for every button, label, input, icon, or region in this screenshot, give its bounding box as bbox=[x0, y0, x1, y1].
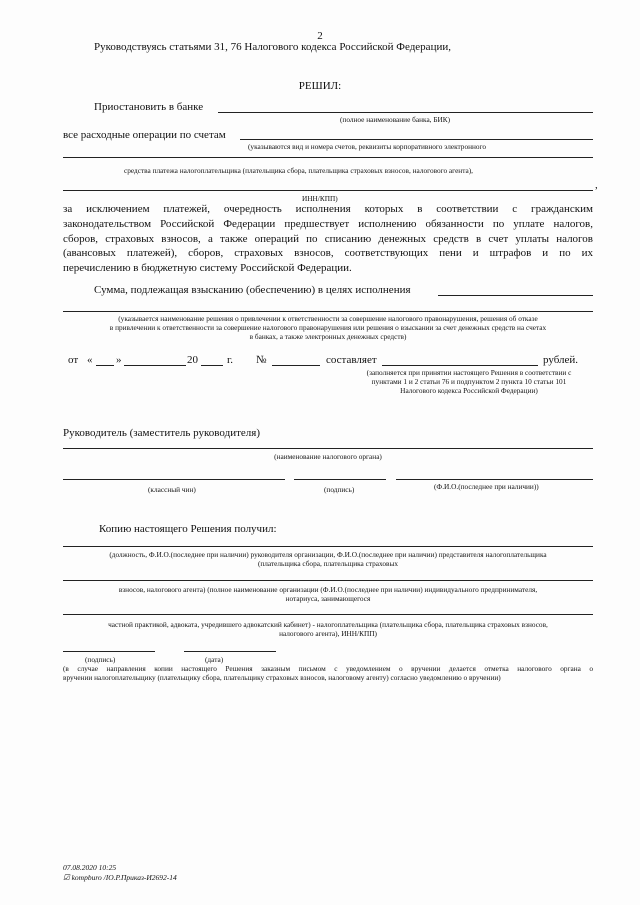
open-quote: « bbox=[87, 354, 93, 366]
inn-kpp-hint: ИНН/КПП) bbox=[302, 194, 338, 203]
accounts-hint-2: средства платежа налогоплательщика (плательщика сбора, плательщика страховых взносов, налогового агента), bbox=[124, 166, 473, 175]
page-number: 2 bbox=[317, 30, 323, 42]
receiver-hint-1: (должность, Ф.И.О.(последнее при наличии) руководителя организации, Ф.И.О.(последнее при наличии) представителя налогоплательщика bbox=[109, 550, 547, 559]
signature-field-line[interactable] bbox=[294, 479, 386, 480]
receiver-field-line-2[interactable] bbox=[63, 580, 593, 581]
number-sign: № bbox=[256, 354, 267, 366]
copy-received-label: Копию настоящего Решения получил: bbox=[99, 523, 277, 535]
day-field-line[interactable] bbox=[96, 365, 114, 366]
paragraph-line-5: перечислению в бюджетную систему Российской Федерации. bbox=[63, 262, 352, 274]
receiver-field-line-3[interactable] bbox=[63, 614, 593, 615]
tax-authority-field-line[interactable] bbox=[63, 448, 593, 449]
intro-text: Руководствуясь статьями 31, 76 Налогового кодекса Российской Федерации, bbox=[94, 41, 451, 53]
decision-field-line[interactable] bbox=[63, 311, 593, 312]
all-operations-label: все расходные операции по счетам bbox=[63, 129, 226, 141]
sum-label: Сумма, подлежащая взысканию (обеспечению) в целях исполнения bbox=[94, 284, 411, 296]
class-rank-hint: (классный чин) bbox=[148, 485, 196, 494]
decision-hint-2: в привлечении к ответственности за совершение налогового правонарушения или решения о взыскании за счет денежных средств на счетах bbox=[109, 323, 547, 332]
paragraph-line-1: за исключением платежей, очередность исполнения которых в соответствии с гражданским bbox=[63, 203, 593, 215]
rubles-label: рублей. bbox=[543, 354, 579, 366]
decision-hint-1: (указывается наименование решения о привлечении к ответственности за совершение налогового правонарушения, решения об отказе bbox=[118, 314, 538, 323]
receiver-hint-3: взносов, налогового агента) (полное наименование организации (Ф.И.О.(последнее при наличии) индивидуального предпринимателя, bbox=[118, 585, 538, 594]
mail-note-2: вручении налогоплательщику (плательщику сбора, плательщику страховых взносов, налоговому агенту) согласно уведомлению о вручении) bbox=[63, 673, 501, 682]
receiver-hint-5: частной практикой, адвоката, учредившего адвокатский кабинет) - налогоплательщика (плательщика сбора, плательщика страховых взносов, bbox=[108, 620, 548, 629]
decision-hint-3: в банках, а также электронных денежных средств) bbox=[249, 332, 407, 341]
month-field-line[interactable] bbox=[124, 365, 186, 366]
mail-note-1: (в случае направления копии настоящего Решения заказным письмом с уведомлением о вручении делается отметка налогового органа о bbox=[63, 664, 593, 673]
paragraph-line-2: законодательством Российской Федерации предшествует исполнению обязанности по уплате налогов, bbox=[63, 218, 593, 230]
number-field-line[interactable] bbox=[272, 365, 320, 366]
receiver-field-line-1[interactable] bbox=[63, 546, 593, 547]
fill-hint-3: Налогового кодекса Российской Федерации) bbox=[400, 386, 538, 395]
accounts-hint-1: (указываются вид и номера счетов, реквизиты корпоративного электронного bbox=[248, 142, 487, 151]
comma: , bbox=[595, 179, 598, 191]
receiver-date-line[interactable] bbox=[184, 651, 276, 652]
year-field-line[interactable] bbox=[201, 365, 223, 366]
receiver-hint-2: (плательщика сбора, плательщика страховых bbox=[257, 559, 399, 568]
sum-field-line[interactable] bbox=[438, 295, 593, 296]
paragraph-line-4: (авансовых платежей), сборов, страховых взносов, соответствующих пени и штрафов и по их bbox=[63, 247, 593, 259]
footer-reference: ☑ kompburo /IO.P.Приказ-И2692-14 bbox=[63, 873, 177, 882]
head-label: Руководитель (заместитель руководителя) bbox=[63, 427, 260, 439]
bank-field-line[interactable] bbox=[218, 112, 593, 113]
accounts-field-line[interactable] bbox=[240, 139, 593, 140]
fio-field-line[interactable] bbox=[396, 479, 593, 480]
rubles-field-line[interactable] bbox=[382, 365, 538, 366]
accounts-field-line-2[interactable] bbox=[63, 157, 593, 158]
decided-heading: РЕШИЛ: bbox=[298, 80, 342, 92]
year-prefix: 20 bbox=[187, 354, 198, 366]
footer-datetime: 07.08.2020 10:25 bbox=[63, 863, 117, 872]
receiver-signature-label: (подпись) bbox=[85, 655, 116, 664]
year-suffix: г. bbox=[227, 354, 234, 366]
fio-hint: (Ф.И.О.(последнее при наличии)) bbox=[434, 482, 539, 491]
receiver-signature-line[interactable] bbox=[63, 651, 155, 652]
amounts-to-label: составляет bbox=[326, 354, 377, 366]
paragraph-line-3: сборов, страховых взносов, а также операций по списанию денежных средств в счет уплаты налогов bbox=[63, 233, 593, 245]
accounts-field-line-3[interactable] bbox=[63, 190, 593, 191]
receiver-date-label: (дата) bbox=[205, 655, 224, 664]
suspend-in-bank-label: Приостановить в банке bbox=[94, 101, 204, 113]
tax-authority-hint: (наименование налогового органа) bbox=[274, 452, 382, 461]
signature-hint: (подпись) bbox=[324, 485, 355, 494]
close-quote: » bbox=[116, 354, 122, 366]
receiver-hint-4: нотариуса, занимающегося bbox=[285, 594, 371, 603]
date-from-label: от bbox=[68, 354, 79, 366]
bank-hint: (полное наименование банка, БИК) bbox=[340, 115, 451, 124]
class-rank-field-line[interactable] bbox=[63, 479, 285, 480]
receiver-hint-6: налогового агента), ИНН/КПП) bbox=[279, 629, 377, 638]
fill-hint-1: (заполняется при принятии настоящего Решения в соответствии с bbox=[366, 368, 572, 377]
fill-hint-2: пунктами 1 и 2 статьи 76 и подпунктом 2 пункта 10 статьи 101 bbox=[371, 377, 567, 386]
